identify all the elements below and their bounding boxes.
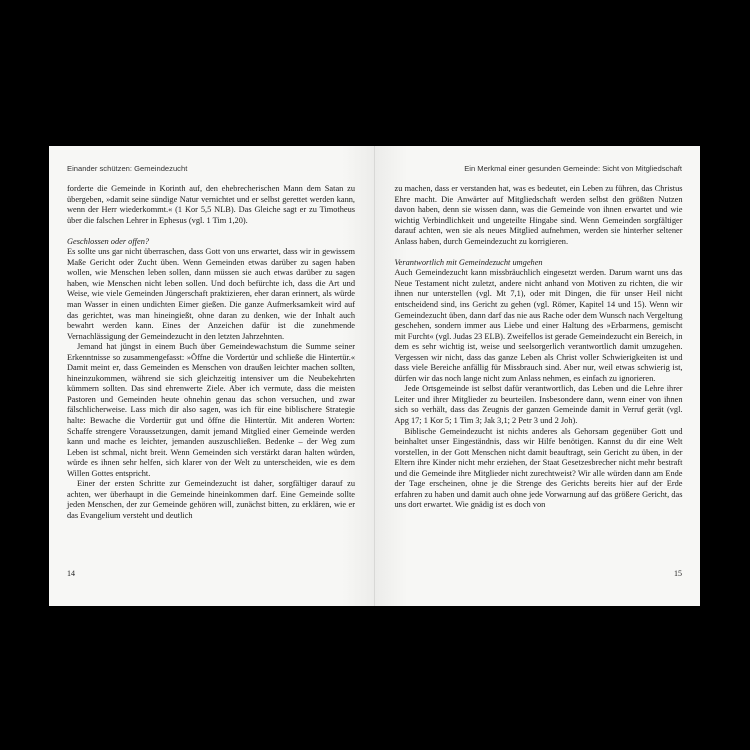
right-paragraph-3: Jede Ortsgemeinde ist selbst dafür verantwortlich, das Leben und die Lehre ihrer Leiter und ihrer Mitglieder zu beurteilen. Insbesondere dann, wenn einer von ihnen sich so verhält, dass das Zeugnis der ganzen Gemeinde damit in Verruf gerät (vgl. Apg 17; 1 Kor 5; 1 Tim 3; Jak 3,1; 2 Petr 3 und 2 Joh). <box>394 384 683 426</box>
right-paragraph-4: Biblische Gemeindezucht ist nichts anderes als Gehorsam gegenüber Gott und beinhaltet unser Eingeständnis, dass wir Hilfe benötigen. Kannst du dir eine Welt vorstellen, in der Gott Menschen nicht damit beauftragt, sein Gericht zu üben, in der Eltern ihre Kinder nicht mehr erziehen, der Staat Gesetzesbrecher nicht mehr bestraft und die Gemeinde ihre Mitglieder nicht zurechtweist? Wir alle würden dann am Ende der Tage erscheinen, ohne je die Strenge des Gerichts bereits hier auf der Erde erfahren zu haben und damit auch ohne jede Vorwarnung auf das größere Gericht, das uns dort erwartet. Wie gnädig ist es doch von <box>394 426 683 510</box>
book-spread <box>49 146 700 606</box>
right-section-heading: Verantwortlich mit Gemeindezucht umgehen <box>394 257 543 267</box>
right-paragraph-1: zu machen, dass er verstanden hat, was es bedeutet, ein Leben zu führen, das Christus Ehre macht. Die Anwärter auf Mitgliedschaft werden selbst den größten Nutzen davon haben, denn sie wissen dann, was die Gemeinde von ihnen erwartet und wie wichtig Verbindlichkeit und ungeteilte Hingabe sind. Wenn Gemeinden sorgfältiger darauf achten, wen sie als neues Mitglied aufnehmen, werden sie hinterher seltener Anlass haben, durch Gemeindezucht zu korrigieren. <box>394 184 683 246</box>
right-page-number: 15 <box>674 569 682 578</box>
right-page <box>375 146 701 606</box>
left-paragraph-2: Es sollte uns gar nicht überraschen, dass Gott von uns erwartet, dass wir in gewissem Maße Gericht oder Zucht üben. Wenn Gemeinden etwas darüber zu sagen haben wollen, wie Menschen leben sollen, dann müssen sie auch etwas darüber zu sagen haben, wie Menschen nicht leben sollen. Und doch befürchte ich, dass die Art und Weise, wie viele Gemeinden Jüngerschaft praktizieren, eher daran erinnert, als würde man Wasser in einen undichten Eimer gießen. Die ganze Aufmerksamkeit wird auf das gerichtet, was man hineingießt, ohne daran zu denken, wie der Inhalt auch bewahrt werden kann. Eines der Anzeichen dafür ist die zunehmende Vernachlässigung der Gemeindezucht in den letzten Jahrzehnten. <box>67 247 355 341</box>
right-body-text <box>395 184 683 511</box>
left-page-number: 14 <box>67 569 75 578</box>
left-paragraph-1: forderte die Gemeinde in Korinth auf, den ehebrecherischen Mann dem Satan zu übergeben, »damit seine sündige Natur vernichtet und er selbst gerettet werden kann, wenn der Herr wiederkommt.« (1 Kor 5,5 NLB). Das Gleiche sagt er zu Timotheus über die falschen Lehrer in Ephesus (vgl. 1 Tim 1,20). <box>67 184 355 225</box>
left-paragraph-3: Jemand hat jüngst in einem Buch über Gemeindewachstum die Summe seiner Erkenntnisse so zusammengefasst: »Öffne die Vordertür und schließe die Hintertür.« Damit meint er, dass Gemeinden es Menschen von draußen leichter machen sollten, hineinzukommen, während sie sich gleichzeitig intensiver um die Neubekehrten kümmern sollten. Das sind ehrenwerte Ziele. Aber ich vermute, dass die meisten Pastoren und Gemeinden heute ohnehin genau das schon versuchen, und zwar fälschlicherweise. Lass mich dir also sagen, was ich für eine biblischere Strategie halte: Bewache die Vordertür gut und öffne die Hintertür. Mit anderen Worten: Schaffe strengere Voraussetzungen, damit jemand Mitglied einer Gemeinde werden kann und mache es leichter, jemanden auszuschließen. Bedenke – der Weg zum Leben ist schmal, nicht breit. Wenn Gemeinden sich verstärkt daran halten würden, würde es ihnen sehr helfen, sich klarer von der Welt zu unterscheiden, wie es dem Willen Gottes entspricht. <box>67 342 355 478</box>
left-body-text <box>67 184 355 522</box>
left-section-heading: Geschlossen oder offen? <box>67 236 150 246</box>
book-gutter <box>374 146 375 606</box>
right-paragraph-2: Auch Gemeindezucht kann missbräuchlich eingesetzt werden. Darum warnt uns das Neue Testament nicht zuletzt, andere nicht anhand von Motiven zu richten, die wir ihnen nur unterstellen (vgl. Mt 7,1), oder mit Dingen, die für unser Heil nicht entscheidend sind, ins Gericht zu gehen (vgl. Römer, Kapitel 14 und 15). Wenn wir Gemeindezucht üben, dann darf das nie aus Rache oder dem Wunsch nach Vergeltung geschehen, sondern immer aus Liebe und einer Haltung des »Erbarmens, gemischt mit Furcht« (vgl. Judas 23 ELB). Zweifellos ist gerade Gemeindezucht ein Bereich, in dem es sehr wichtig ist, weise und seelsorgerlich verantwortlich damit umzugehen. Vergessen wir nicht, dass das ganze Leben als Christ voller Schwierigkeiten ist und dass viele Bereiche anfällig für Missbrauch sind. Aber nur, weil etwas schwierig ist, dürfen wir das noch lange nicht zum Anlass nehmen, es einfach zu ignorieren. <box>394 268 683 383</box>
right-running-head: Ein Merkmal einer gesunden Gemeinde: Sicht von Mitgliedschaft <box>464 164 682 173</box>
left-paragraph-4: Einer der ersten Schritte zur Gemeindezucht ist daher, sorgfältiger darauf zu achten, wer überhaupt in die Gemeinde hineinkommen darf. Eine Gemeinde sollte jeden Menschen, der zur Gemeinde gehören will, zunächst bitten, zu erklären, wie er das Evangelium versteht und deutlich <box>67 479 355 520</box>
left-page <box>49 146 375 606</box>
left-running-head: Einander schützen: Gemeindezucht <box>67 164 188 173</box>
